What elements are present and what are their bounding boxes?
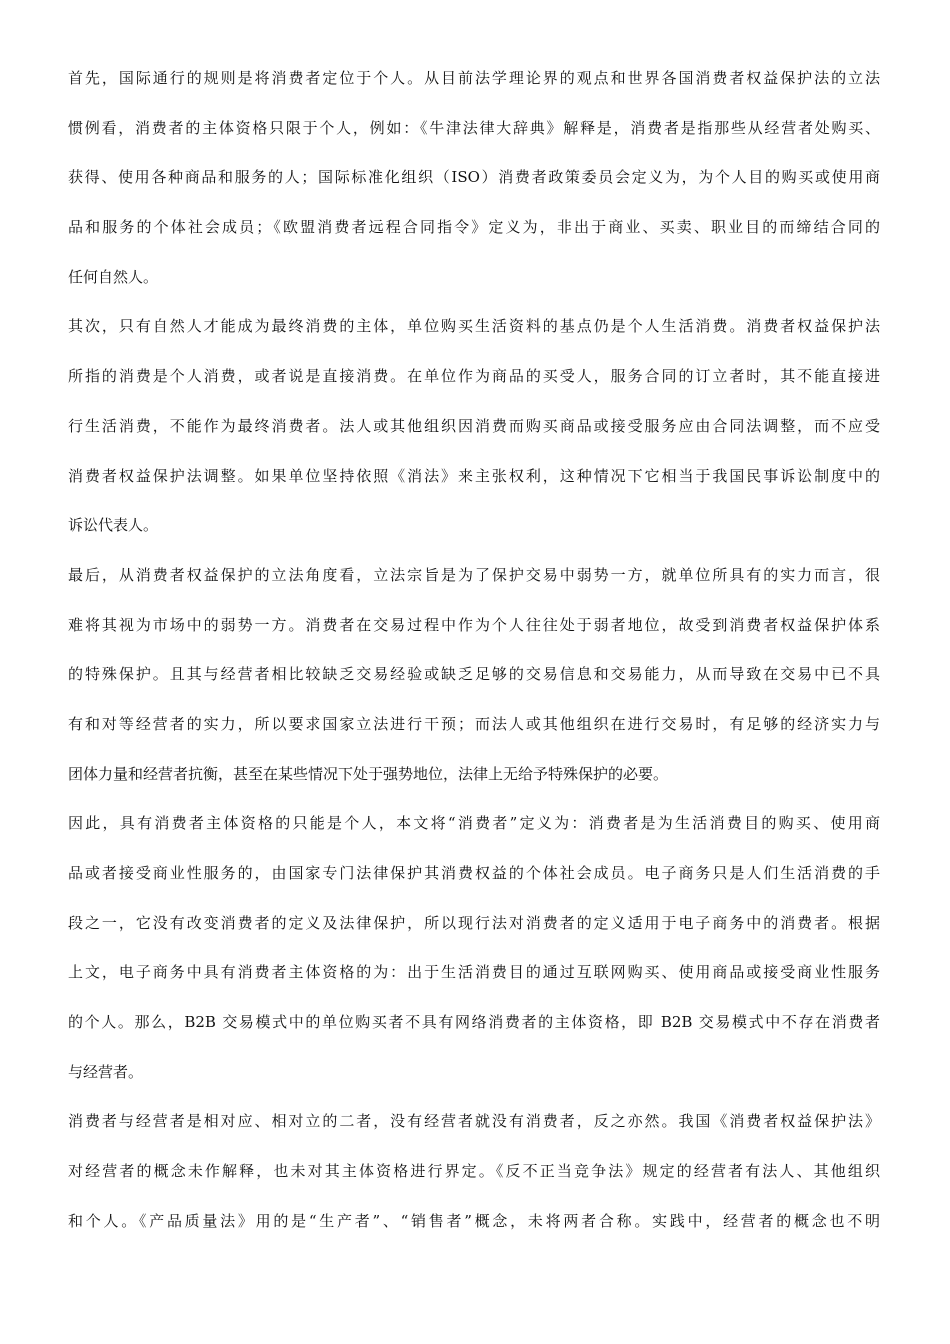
text-line: 所指的消费是个人消费，或者说是直接消费。在单位作为商品的买受人，服务合同的订立者时，其不能直接进 (68, 367, 880, 386)
text-line: 与经营者。 (68, 1062, 144, 1081)
text-line: 任何自然人。 (68, 267, 159, 286)
text-line: 消费者与经营者是相对应、相对立的二者，没有经营者就没有消费者，反之亦然。我国《消费者权益保护法》 (68, 1112, 880, 1131)
text-line: 有和对等经营者的实力，所以要求国家立法进行干预；而法人或其他组织在进行交易时，有足够的经济实力与 (68, 714, 880, 733)
paragraph-legislative-purpose (68, 565, 880, 813)
text-line: 品和服务的个体社会成员；《欧盟消费者远程合同指令》定义为，非出于商业、买卖、职业目的而缔结合同的 (68, 218, 880, 237)
text-line: 行生活消费，不能作为最终消费者。法人或其他组织因消费而购买商品或接受服务应由合同法调整，而不应受 (68, 416, 880, 435)
paragraph-operator (68, 1111, 880, 1260)
text-line: 最后，从消费者权益保护的立法角度看，立法宗旨是为了保护交易中弱势一方，就单位所具有的实力而言，很 (68, 565, 880, 584)
document-page (68, 68, 880, 1261)
paragraph-natural-person (68, 316, 880, 564)
text-line: 和个人。《产品质量法》用的是“生产者”、“销售者”概念，未将两者合称。实践中，经营者的概念也不明 (68, 1211, 880, 1230)
paragraph-conclusion (68, 813, 880, 1111)
text-line: 的个人。那么，B2B 交易模式中的单位购买者不具有网络消费者的主体资格，即 B2B 交易模式中不存在消费者 (68, 1013, 880, 1032)
text-line: 上文，电子商务中具有消费者主体资格的为：出于生活消费目的通过互联网购买、使用商品或接受商业性服务 (68, 963, 880, 982)
text-line: 获得、使用各种商品和服务的人；国际标准化组织（ISO）消费者政策委员会定义为，为个人目的购买或使用商 (68, 168, 880, 187)
text-line: 难将其视为市场中的弱势一方。消费者在交易过程中作为个人往往处于弱者地位，故受到消费者权益保护体系 (68, 615, 880, 634)
text-line: 诉讼代表人。 (68, 516, 159, 535)
text-line: 消费者权益保护法调整。如果单位坚持依照《消法》来主张权利，这种情况下它相当于我国民事诉讼制度中的 (68, 466, 880, 485)
text-line: 的特殊保护。且其与经营者相比较缺乏交易经验或缺乏足够的交易信息和交易能力，从而导致在交易中已不具 (68, 665, 880, 684)
text-line: 惯例看，消费者的主体资格只限于个人，例如：《牛津法律大辞典》解释是，消费者是指那些从经营者处购买、 (68, 118, 880, 137)
text-line: 其次，只有自然人才能成为最终消费的主体，单位购买生活资料的基点仍是个人生活消费。消费者权益保护法 (68, 317, 880, 336)
text-line: 品或者接受商业性服务的，由国家专门法律保护其消费权益的个体社会成员。电子商务只是人们生活消费的手 (68, 864, 880, 882)
text-line: 段之一，它没有改变消费者的定义及法律保护，所以现行法对消费者的定义适用于电子商务中的消费者。根据 (68, 913, 880, 932)
text-line: 因此，具有消费者主体资格的只能是个人，本文将“消费者”定义为：消费者是为生活消费目的购买、使用商 (68, 814, 880, 833)
text-line: 团体力量和经营者抗衡，甚至在某些情况下处于强势地位，法律上无给予特殊保护的必要。 (68, 764, 669, 783)
text-line: 首先，国际通行的规则是将消费者定位于个人。从目前法学理论界的观点和世界各国消费者权益保护法的立法 (68, 69, 880, 87)
text-line: 对经营者的概念未作解释，也未对其主体资格进行界定。《反不正当竞争法》规定的经营者有法人、其他组织 (68, 1162, 880, 1181)
paragraph-definition-individual (68, 68, 880, 316)
